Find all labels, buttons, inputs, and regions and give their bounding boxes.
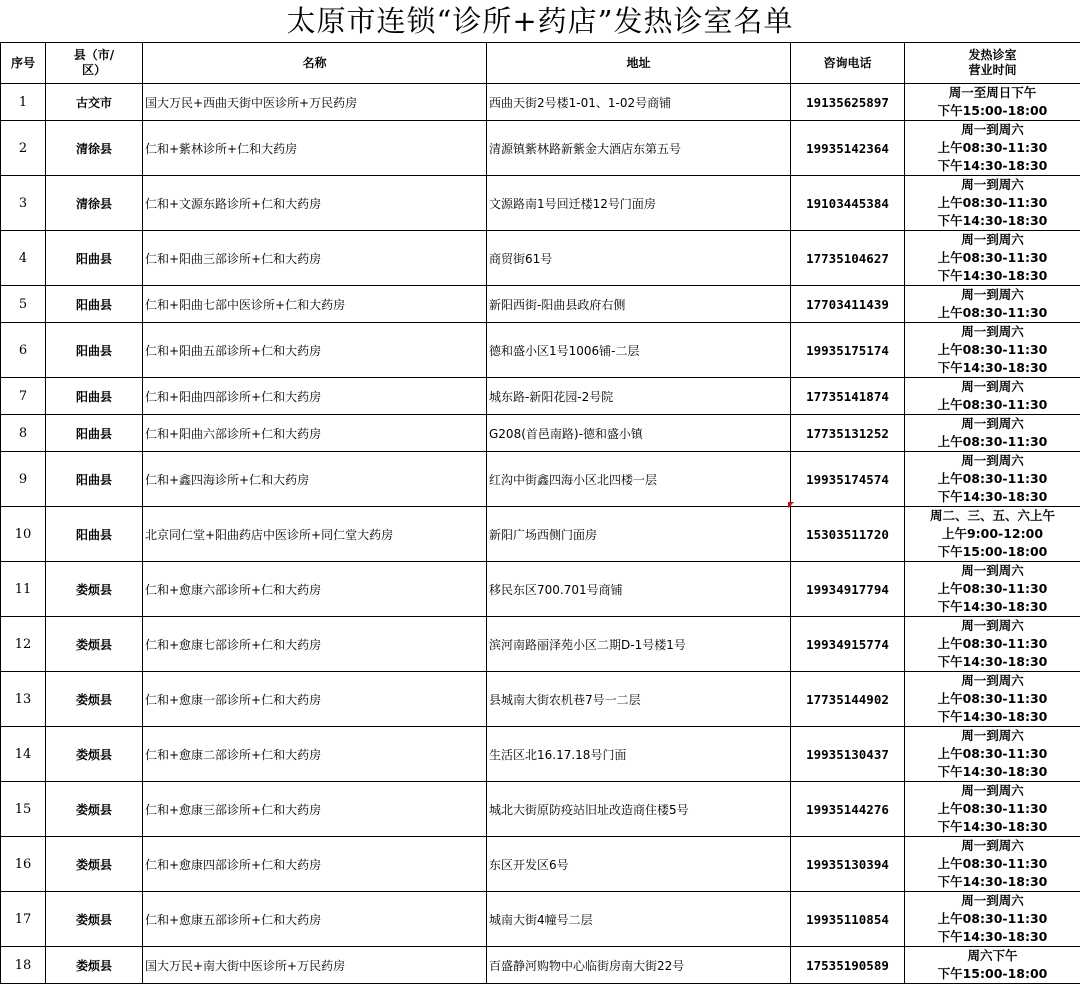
row-name: 仁和+阳曲七部中医诊所+仁和大药房 <box>143 286 487 323</box>
row-name: 仁和+阳曲五部诊所+仁和大药房 <box>143 323 487 378</box>
row-address: 县城南大街农机巷7号一二层 <box>487 672 791 727</box>
row-index: 17 <box>1 892 46 947</box>
row-county: 阳曲县 <box>46 415 143 452</box>
table-body <box>1 84 1080 984</box>
row-index: 3 <box>1 176 46 231</box>
row-index: 12 <box>1 617 46 672</box>
row-phone: 19935144276 <box>791 782 905 837</box>
row-name: 仁和+愈康七部诊所+仁和大药房 <box>143 617 487 672</box>
row-index: 11 <box>1 562 46 617</box>
row-hours-line: 下午14:30-18:30 <box>905 598 1080 616</box>
row-hours-line: 周一到周六 <box>905 617 1080 635</box>
row-address: 新阳广场西侧门面房 <box>487 507 791 562</box>
row-index: 8 <box>1 415 46 452</box>
row-hours-line: 周一到周六 <box>905 415 1080 433</box>
row-hours-line: 周一到周六 <box>905 782 1080 800</box>
row-address: 文源路南1号回迁楼12号门面房 <box>487 176 791 231</box>
table-header <box>1 43 1080 84</box>
header-county-line1: 县（市/ <box>46 48 142 63</box>
row-phone: 17703411439 <box>791 286 905 323</box>
row-phone: 19935130394 <box>791 837 905 892</box>
row-hours <box>905 892 1080 947</box>
row-hours <box>905 837 1080 892</box>
header-county <box>46 43 143 84</box>
row-hours-line: 周一到周六 <box>905 176 1080 194</box>
row-index: 15 <box>1 782 46 837</box>
table-row <box>1 892 1080 947</box>
row-hours-line: 周一到周六 <box>905 892 1080 910</box>
row-index: 2 <box>1 121 46 176</box>
row-hours-line: 周一至周日下午 <box>905 84 1080 102</box>
row-hours-line: 周一到周六 <box>905 452 1080 470</box>
row-address: 城南大街4幢号二层 <box>487 892 791 947</box>
table-row <box>1 231 1080 286</box>
row-county: 娄烦县 <box>46 562 143 617</box>
row-name: 仁和+鑫四海诊所+仁和大药房 <box>143 452 487 507</box>
row-county: 清徐县 <box>46 176 143 231</box>
table-row <box>1 176 1080 231</box>
row-hours-line: 上午08:30-11:30 <box>905 433 1080 451</box>
row-hours-line: 上午08:30-11:30 <box>905 194 1080 212</box>
row-hours-line: 上午08:30-11:30 <box>905 470 1080 488</box>
row-hours-line: 周一到周六 <box>905 323 1080 341</box>
row-address: 新阳西街-阳曲县政府右侧 <box>487 286 791 323</box>
row-hours-line: 上午08:30-11:30 <box>905 855 1080 873</box>
row-address: 商贸街61号 <box>487 231 791 286</box>
row-phone: 19934915774 <box>791 617 905 672</box>
row-phone: 19935174574 <box>791 452 905 507</box>
row-hours-line: 上午08:30-11:30 <box>905 580 1080 598</box>
clinic-table <box>0 42 1080 984</box>
header-hours <box>905 43 1080 84</box>
header-index: 序号 <box>1 43 46 84</box>
row-hours-line: 下午14:30-18:30 <box>905 157 1080 175</box>
row-hours-line: 周一到周六 <box>905 286 1080 304</box>
row-address: 滨河南路丽泽苑小区二期D-1号楼1号 <box>487 617 791 672</box>
table-row <box>1 507 1080 562</box>
row-hours-line: 上午08:30-11:30 <box>905 910 1080 928</box>
row-name: 仁和+阳曲四部诊所+仁和大药房 <box>143 378 487 415</box>
row-hours-line: 上午08:30-11:30 <box>905 635 1080 653</box>
row-hours <box>905 231 1080 286</box>
row-county: 清徐县 <box>46 121 143 176</box>
row-hours-line: 周一到周六 <box>905 378 1080 396</box>
row-name: 仁和+愈康六部诊所+仁和大药房 <box>143 562 487 617</box>
row-hours-line: 上午08:30-11:30 <box>905 139 1080 157</box>
row-hours-line: 上午08:30-11:30 <box>905 800 1080 818</box>
row-hours <box>905 378 1080 415</box>
row-hours-line: 下午14:30-18:30 <box>905 818 1080 836</box>
row-phone: 19935130437 <box>791 727 905 782</box>
table-row <box>1 782 1080 837</box>
row-county: 古交市 <box>46 84 143 121</box>
row-county: 娄烦县 <box>46 837 143 892</box>
table-row <box>1 672 1080 727</box>
row-address: 红沟中街鑫四海小区北四楼一层 <box>487 452 791 507</box>
row-phone: 17735131252 <box>791 415 905 452</box>
row-hours-line: 周一到周六 <box>905 231 1080 249</box>
row-hours-line: 下午14:30-18:30 <box>905 763 1080 781</box>
row-county: 娄烦县 <box>46 672 143 727</box>
row-hours-line: 上午08:30-11:30 <box>905 304 1080 322</box>
table-row <box>1 415 1080 452</box>
row-county: 娄烦县 <box>46 727 143 782</box>
row-name: 仁和+文源东路诊所+仁和大药房 <box>143 176 487 231</box>
table-row <box>1 323 1080 378</box>
row-index: 16 <box>1 837 46 892</box>
row-phone: 19103445384 <box>791 176 905 231</box>
row-index: 1 <box>1 84 46 121</box>
row-hours-line: 下午14:30-18:30 <box>905 653 1080 671</box>
row-name: 仁和+愈康五部诊所+仁和大药房 <box>143 892 487 947</box>
header-county-line2: 区） <box>46 63 142 78</box>
row-phone: 17735141874 <box>791 378 905 415</box>
table-row <box>1 727 1080 782</box>
row-address: 城北大街原防疫站旧址改造商住楼5号 <box>487 782 791 837</box>
header-row <box>1 43 1080 84</box>
table-row <box>1 286 1080 323</box>
row-index: 9 <box>1 452 46 507</box>
row-name: 仁和+阳曲六部诊所+仁和大药房 <box>143 415 487 452</box>
row-hours-line: 下午15:00-18:00 <box>905 543 1080 561</box>
header-hours-line1: 发热诊室 <box>905 48 1080 63</box>
table-row <box>1 378 1080 415</box>
row-hours <box>905 323 1080 378</box>
row-hours-line: 下午14:30-18:30 <box>905 873 1080 891</box>
row-address: 移民东区700.701号商铺 <box>487 562 791 617</box>
row-index: 10 <box>1 507 46 562</box>
header-phone: 咨询电话 <box>791 43 905 84</box>
row-name: 仁和+愈康三部诊所+仁和大药房 <box>143 782 487 837</box>
row-name: 国大万民+南大街中医诊所+万民药房 <box>143 947 487 984</box>
row-county: 阳曲县 <box>46 507 143 562</box>
row-hours-line: 上午9:00-12:00 <box>905 525 1080 543</box>
row-hours-line: 周一到周六 <box>905 121 1080 139</box>
row-hours-line: 周一到周六 <box>905 672 1080 690</box>
row-address: 东区开发区6号 <box>487 837 791 892</box>
row-county: 阳曲县 <box>46 452 143 507</box>
row-name: 仁和+愈康四部诊所+仁和大药房 <box>143 837 487 892</box>
row-hours-line: 下午14:30-18:30 <box>905 212 1080 230</box>
header-hours-line2: 营业时间 <box>905 63 1080 78</box>
table-row <box>1 121 1080 176</box>
row-hours-line: 下午15:00-18:00 <box>905 102 1080 120</box>
row-county: 阳曲县 <box>46 323 143 378</box>
page-title: 太原市连锁“诊所+药店”发热诊室名单 <box>0 0 1080 42</box>
row-phone: 15303511720 <box>791 507 905 562</box>
table-row <box>1 562 1080 617</box>
row-hours <box>905 452 1080 507</box>
row-index: 7 <box>1 378 46 415</box>
row-phone: 19935142364 <box>791 121 905 176</box>
row-name: 北京同仁堂+阳曲药店中医诊所+同仁堂大药房 <box>143 507 487 562</box>
row-hours-line: 周一到周六 <box>905 837 1080 855</box>
row-phone: 19935175174 <box>791 323 905 378</box>
row-hours-line: 周六下午 <box>905 947 1080 965</box>
row-hours <box>905 782 1080 837</box>
row-index: 5 <box>1 286 46 323</box>
row-hours-line: 周二、三、五、六上午 <box>905 507 1080 525</box>
row-address: 清源镇紫林路新紫金大酒店东第五号 <box>487 121 791 176</box>
row-phone: 19135625897 <box>791 84 905 121</box>
row-hours-line: 周一到周六 <box>905 562 1080 580</box>
row-index: 4 <box>1 231 46 286</box>
row-hours <box>905 562 1080 617</box>
row-county: 阳曲县 <box>46 378 143 415</box>
table-row <box>1 837 1080 892</box>
header-address: 地址 <box>487 43 791 84</box>
row-index: 18 <box>1 947 46 984</box>
row-phone: 17535190589 <box>791 947 905 984</box>
row-hours <box>905 727 1080 782</box>
header-name: 名称 <box>143 43 487 84</box>
row-hours-line: 上午08:30-11:30 <box>905 249 1080 267</box>
row-phone: 17735104627 <box>791 231 905 286</box>
row-hours <box>905 415 1080 452</box>
row-hours <box>905 617 1080 672</box>
row-hours-line: 上午08:30-11:30 <box>905 341 1080 359</box>
row-hours <box>905 84 1080 121</box>
row-hours-line: 下午14:30-18:30 <box>905 708 1080 726</box>
row-address: 城东路-新阳花园-2号院 <box>487 378 791 415</box>
row-county: 娄烦县 <box>46 892 143 947</box>
table-row <box>1 84 1080 121</box>
row-county: 阳曲县 <box>46 286 143 323</box>
row-hours <box>905 507 1080 562</box>
row-hours-line: 下午15:00-18:00 <box>905 965 1080 983</box>
row-county: 娄烦县 <box>46 947 143 984</box>
row-county: 娄烦县 <box>46 782 143 837</box>
row-name: 仁和+紫林诊所+仁和大药房 <box>143 121 487 176</box>
row-hours-line: 下午14:30-18:30 <box>905 488 1080 506</box>
row-county: 娄烦县 <box>46 617 143 672</box>
row-address: 生活区北16.17.18号门面 <box>487 727 791 782</box>
row-hours-line: 上午08:30-11:30 <box>905 690 1080 708</box>
row-address: 德和盛小区1号1006铺-二层 <box>487 323 791 378</box>
row-address: 百盛静河购物中心临街房南大街22号 <box>487 947 791 984</box>
row-hours-line: 下午14:30-18:30 <box>905 267 1080 285</box>
comment-marker-icon <box>788 502 794 508</box>
row-hours <box>905 286 1080 323</box>
row-name: 国大万民+西曲天街中医诊所+万民药房 <box>143 84 487 121</box>
row-hours-line: 上午08:30-11:30 <box>905 745 1080 763</box>
row-phone: 19935110854 <box>791 892 905 947</box>
row-hours-line: 下午14:30-18:30 <box>905 928 1080 946</box>
row-name: 仁和+阳曲三部诊所+仁和大药房 <box>143 231 487 286</box>
row-hours <box>905 176 1080 231</box>
row-index: 6 <box>1 323 46 378</box>
row-index: 13 <box>1 672 46 727</box>
row-hours-line: 上午08:30-11:30 <box>905 396 1080 414</box>
row-phone: 17735144902 <box>791 672 905 727</box>
table-row <box>1 617 1080 672</box>
row-hours-line: 下午14:30-18:30 <box>905 359 1080 377</box>
row-hours-line: 周一到周六 <box>905 727 1080 745</box>
row-county: 阳曲县 <box>46 231 143 286</box>
row-hours <box>905 121 1080 176</box>
row-address: G208(首邑南路)-德和盛小镇 <box>487 415 791 452</box>
row-name: 仁和+愈康一部诊所+仁和大药房 <box>143 672 487 727</box>
row-hours <box>905 672 1080 727</box>
row-address: 西曲天街2号楼1-01、1-02号商铺 <box>487 84 791 121</box>
row-phone: 19934917794 <box>791 562 905 617</box>
row-name: 仁和+愈康二部诊所+仁和大药房 <box>143 727 487 782</box>
row-index: 14 <box>1 727 46 782</box>
table-row <box>1 452 1080 507</box>
